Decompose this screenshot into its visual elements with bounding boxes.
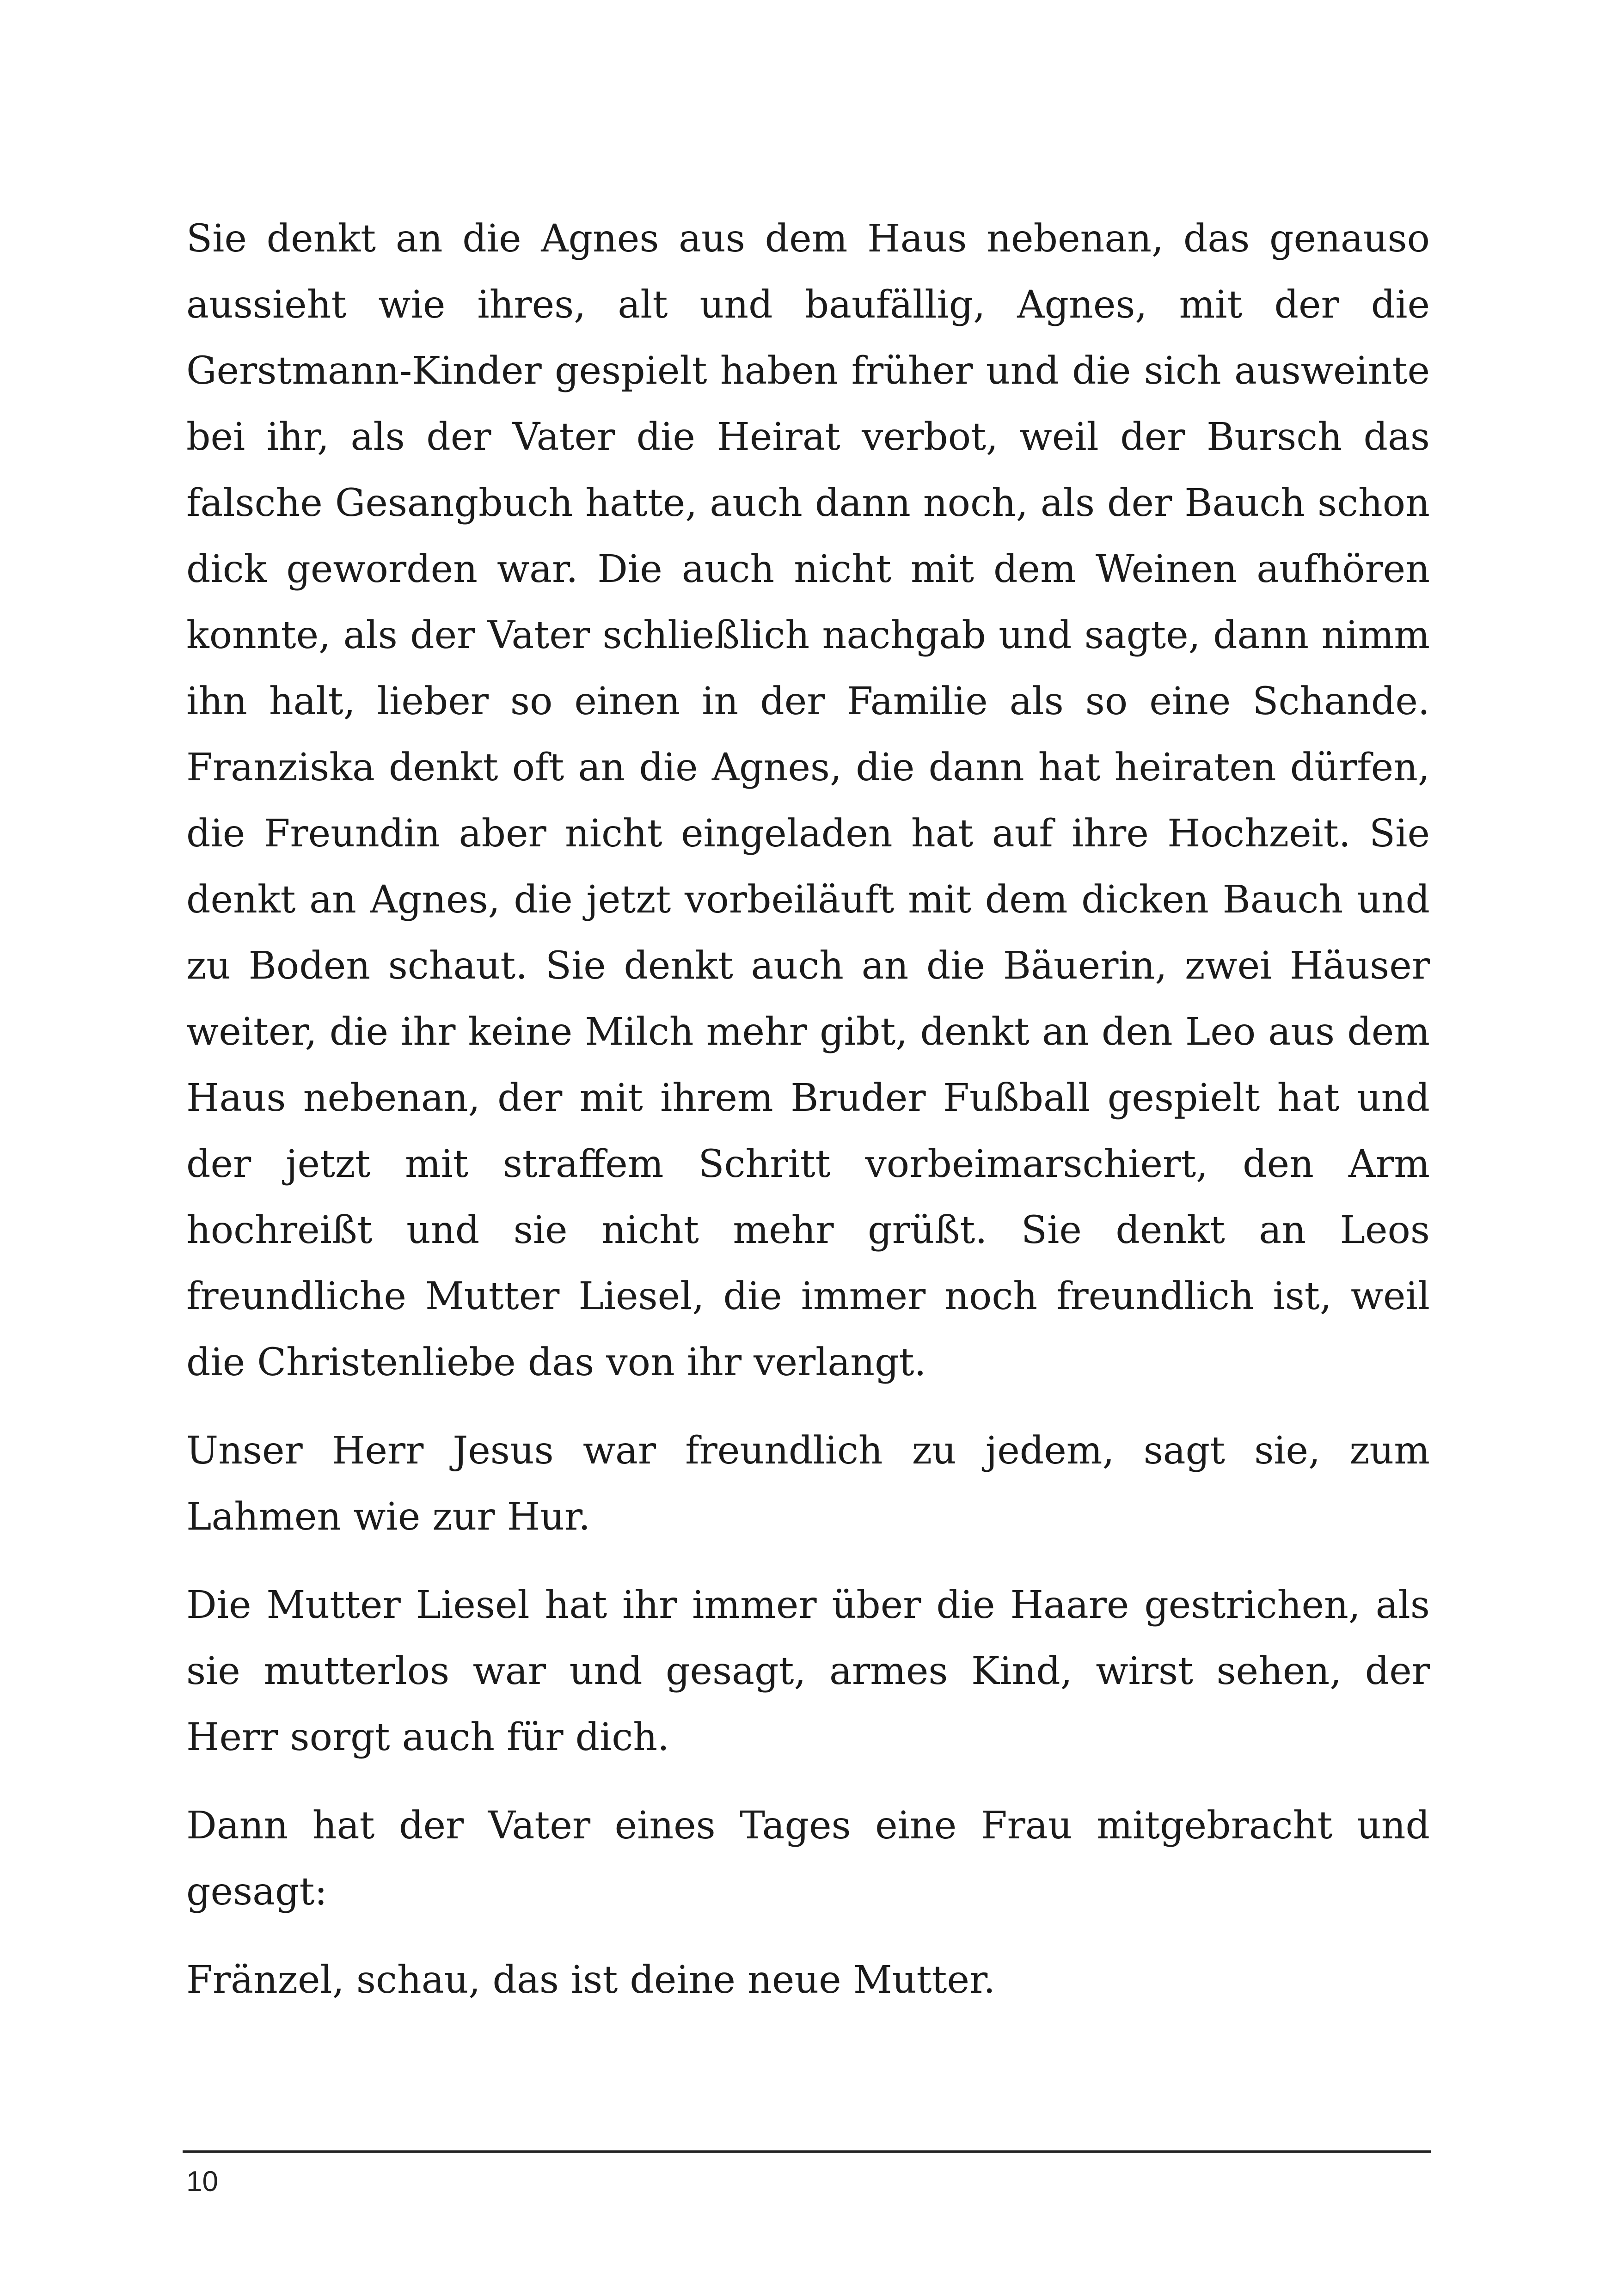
paragraph-2: Unser Herr Jesus war freundlich zu jedem, sagt sie, zum Lahmen wie zur Hur. xyxy=(186,1429,1430,1539)
footer-rule xyxy=(183,2150,1431,2153)
paragraph-3: Die Mutter Liesel hat ihr immer über die Haare gestrichen, als sie mutterlos war und gesagt, armes Kind, wirst sehen, der Herr sorgt auch für dich. xyxy=(186,1583,1430,1759)
page-number: 10 xyxy=(186,2166,218,2198)
paragraph-4: Dann hat der Vater eines Tages eine Frau mitgebracht und gesagt: xyxy=(186,1804,1430,1914)
paragraph-5: Fränzel, schau, das ist deine neue Mutter. xyxy=(186,1958,996,2002)
body-text xyxy=(186,206,1430,2035)
paragraph-1: Sie denkt an die Agnes aus dem Haus nebenan, das genauso aussieht wie ihres, alt und baufällig, Agnes, mit der die Gerstmann-Kinder gespielt haben früher und die sich ausweinte bei ihr, als der Vater die Heirat verbot, weil der Bursch das falsche Gesangbuch hatte, auch dann noch, als der Bauch schon dick geworden war. Die auch nicht mit dem Weinen aufhören konnte, als der Vater schließlich nachgab und sagte, dann nimm ihn halt, lieber so einen in der Familie als so eine Schande. Franziska denkt oft an die Agnes, die dann hat heiraten dürfen, die Freundin aber nicht eingeladen hat auf ihre Hochzeit. Sie denkt an Agnes, die jetzt vorbeiläuft mit dem dicken Bauch und zu Boden schaut. Sie denkt auch an die Bäuerin, zwei Häuser weiter, die ihr keine Milch mehr gibt, denkt an den Leo aus dem Haus nebenan, der mit ihrem Bruder Fußball gespielt hat und der jetzt mit straffem Schritt vorbeimarschiert, den Arm hochreißt und sie nicht mehr grüßt. Sie denkt an Leos freundliche Mutter Liesel, die immer noch freundlich ist, weil die Christenliebe das von ihr verlangt. xyxy=(186,217,1430,1384)
